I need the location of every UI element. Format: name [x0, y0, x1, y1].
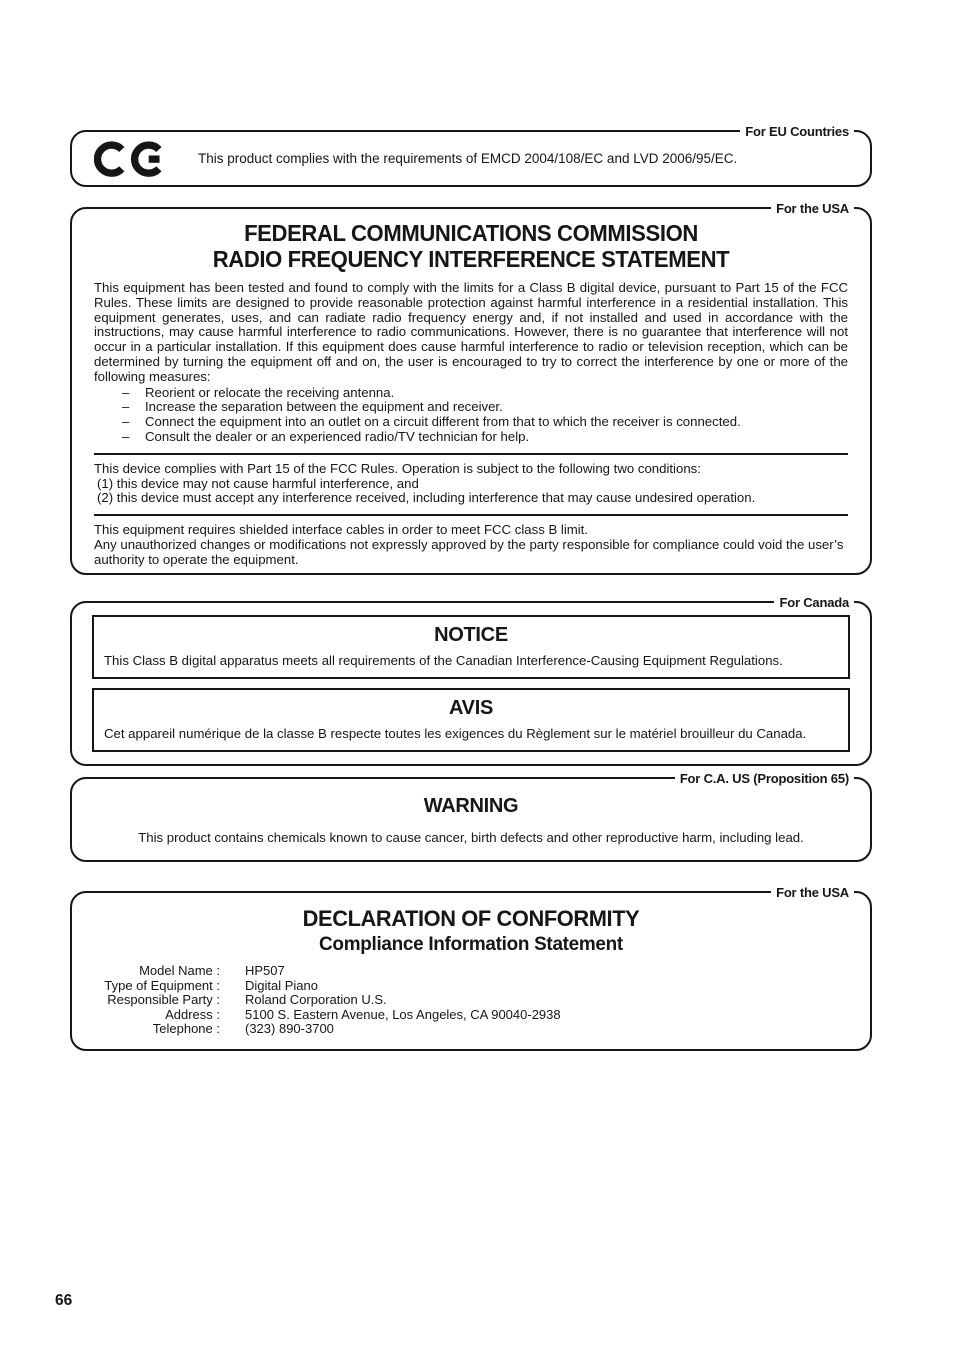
table-row	[94, 964, 848, 979]
field-label: Telephone :	[152, 1021, 220, 1037]
notice-box	[92, 615, 850, 679]
divider	[94, 453, 848, 455]
doc-title-line2: Compliance Information Statement	[319, 933, 623, 955]
prop65-warning-panel	[70, 771, 872, 862]
field-value: Digital Piano	[245, 977, 318, 993]
measure-text: Reorient or relocate the receiving antenna.	[145, 384, 395, 400]
table-row	[94, 979, 848, 994]
avis-title: AVIS	[449, 697, 493, 719]
page-number: 66	[55, 1292, 73, 1309]
table-row	[94, 993, 848, 1008]
list-item	[94, 386, 848, 401]
fcc-unauthorized-changes-text: Any unauthorized changes or modifications not expressly approved by the party responsible for compliance could void the user’s authority to operate the equipment.	[94, 536, 844, 567]
fcc-measures-list	[94, 386, 848, 445]
notice-text: This Class B digital apparatus meets all requirements of the Canadian Interference-Causing Equipment Regulations.	[104, 653, 783, 668]
dash-bullet: –	[122, 384, 130, 400]
prop65-label: For C.A. US (Proposition 65)	[675, 770, 854, 788]
warning-title: WARNING	[423, 795, 519, 817]
field-value: HP507	[245, 963, 285, 978]
declaration-of-conformity-panel	[70, 885, 872, 1051]
canada-panel	[70, 595, 872, 766]
fcc-shielded-cables-text: This equipment requires shielded interface cables in order to meet FCC class B limit.	[94, 522, 589, 538]
warning-text: This product contains chemicals known to cause cancer, birth defects and other reproductive harm, including lead.	[138, 830, 804, 845]
notice-title: NOTICE	[434, 624, 508, 646]
field-label: Model Name :	[139, 963, 220, 978]
field-value: 5100 S. Eastern Avenue, Los Angeles, CA 90040-2938	[245, 1006, 561, 1022]
dash-bullet: –	[122, 399, 130, 415]
dash-bullet: –	[122, 414, 130, 430]
fcc-condition-1: (1) this device may not cause harmful interference, and	[97, 475, 419, 491]
measure-text: Increase the separation between the equipment and receiver.	[145, 399, 503, 415]
doc-usa-label: For the USA	[771, 884, 854, 902]
canada-label: For Canada	[774, 594, 854, 612]
fcc-condition-2: (2) this device must accept any interference received, including interference that may cause undesired operation.	[97, 490, 756, 506]
fcc-body-paragraph: This equipment has been tested and found to comply with the limits for a Class B digital device, pursuant to Part 15 of the FCC Rules. These limits are designed to provide reasonable protection against harmful interference in a residential installation. This equipment generates, uses, and can radiate radio frequency energy and, if not installed and used in accordance with the instructions, may cause harmful interference to radio communications. However, there is no guarantee that interference will not occur in a particular installation. If this equipment does cause harmful interference to radio or television reception, which can be determined by turning the equipment off and on, the user is encouraged to try to correct the interference by one or more of the following measures:	[94, 280, 848, 384]
field-label: Responsible Party :	[107, 992, 220, 1008]
fcc-usa-label: For the USA	[771, 200, 854, 218]
dash-bullet: –	[122, 428, 130, 444]
list-item	[94, 400, 848, 415]
avis-text: Cet appareil numérique de la classe B respecte toutes les exigences du Règlement sur le matériel brouilleur du Canada.	[104, 726, 807, 741]
fcc-title-line2: RADIO FREQUENCY INTERFERENCE STATEMENT	[212, 246, 730, 272]
avis-box	[92, 688, 850, 752]
divider	[94, 514, 848, 516]
doc-title-line1: DECLARATION OF CONFORMITY	[302, 906, 640, 931]
fcc-title-line1: FEDERAL COMMUNICATIONS COMMISSION	[244, 220, 698, 246]
ce-mark-icon	[94, 135, 172, 182]
list-item	[94, 415, 848, 430]
eu-compliance-text: This product complies with the requirements of EMCD 2004/108/EC and LVD 2006/95/EC.	[198, 151, 738, 166]
table-row	[94, 1008, 848, 1023]
measure-text: Connect the equipment into an outlet on a circuit different from that to which the receiver is connected.	[145, 414, 741, 430]
field-value: (323) 890-3700	[245, 1021, 334, 1037]
fcc-statement-panel	[70, 201, 872, 575]
list-item	[94, 430, 848, 445]
fcc-part15-intro: This device complies with Part 15 of the FCC Rules. Operation is subject to the following two conditions:	[94, 460, 701, 476]
field-value: Roland Corporation U.S.	[245, 992, 387, 1008]
table-row	[94, 1022, 848, 1037]
doc-fields-table	[94, 964, 848, 1037]
eu-countries-panel	[70, 124, 872, 187]
field-label: Type of Equipment :	[104, 977, 220, 993]
measure-text: Consult the dealer or an experienced radio/TV technician for help.	[145, 428, 530, 444]
eu-countries-label: For EU Countries	[740, 123, 854, 141]
field-label: Address :	[165, 1006, 220, 1022]
